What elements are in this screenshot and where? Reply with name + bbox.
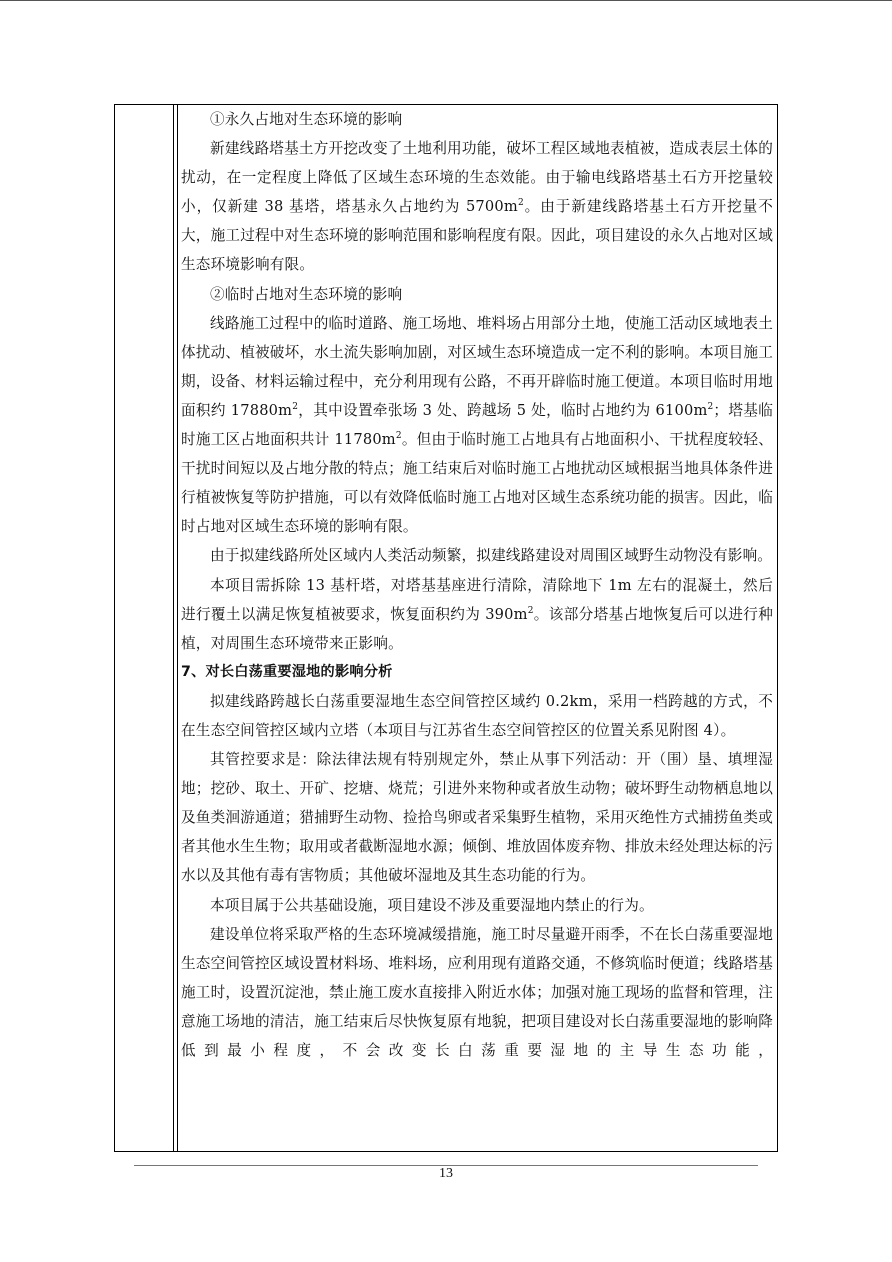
subheading-permanent-land: ①永久占地对生态环境的影响 (210, 111, 403, 128)
paragraph-wetland-crossing: 拟建线路跨越长白荡重要湿地生态空间管控区域约 0.2km，采用一档跨越的方式，不在生态空间管控区域内立塔（本项目与江苏省生态空间管控区的位置关系见附图 4）。 (181, 692, 773, 739)
paragraph-tower-removal: 本项目需拆除 13 基杆塔，对塔基基座进行清除，清除地下 1m 左右的混凝土，然后进行覆土以满足恢复植被要求，恢复面积约为 $390m^2$。该部分塔基占地恢复后可以进行种植，对周围生态环境带来正影响。 (181, 576, 773, 652)
paragraph-mitigation-measures: 建设单位将采取严格的生态环境减缓措施，施工时尽量避开雨季，不在长白荡重要湿地生态空间管控区域设置材料场、堆料场，应利用现有道路交通，不修筑临时便道；线路塔基施工时，设置沉淀池，禁止施工废水直接排入附近水体；加强对施工现场的监督和管理，注意施工场地的清洁，施工结束后尽快恢复原有地貌，把项目建设对长白荡重要湿地的影响降低到最小程度，不会改变长白荡重要湿地的主导生态功能， (181, 925, 773, 1059)
paragraph-public-infrastructure: 本项目属于公共基础设施，项目建设不涉及重要湿地内禁止的行为。 (210, 896, 654, 914)
paragraph-control-requirements: 其管控要求是：除法律法规有特别规定外，禁止从事下列活动：开（围）垦、填埋湿地；挖砂、取土、开矿、挖塘、烧荒；引进外来物种或者放生动物；破坏野生动物栖息地以及鱼类洄游通道；猎捕野生动物、捡拾鸟卵或者采集野生植物，采用灭绝性方式捕捞鱼类或者其他水生生物；取用或者截断湿地水源；倾倒、堆放固体废弃物、排放未经处理达标的污水以及其他有毒有害物质；其他破坏湿地及其生态功能的行为。 (181, 751, 773, 885)
section-heading-7: 7、对长白荡重要湿地的影响分析 (181, 663, 393, 680)
column-divider (177, 105, 178, 1151)
page-number: 13 (439, 1166, 453, 1181)
column-divider (173, 105, 174, 1151)
subheading-temporary-land: ②临时占地对生态环境的影响 (210, 285, 403, 303)
top-border-line (0, 0, 892, 1)
paragraph-temporary-land: 线路施工过程中的临时道路、施工场地、堆料场占用部分土地，使施工活动区域地表土体扰动、植被破坏，水土流失影响加剧，对区域生态环境造成一定不利的影响。本项目施工期，设备、材料运输过程中，充分利用现有公路，不再开辟临时施工便道。本项目临时用地面积约 $17880m^2$，其中设置牵张场 3 处、跨越场 5 处，临时占地约为 $6100m^2$；塔基临时施工区占地面积共计 $11780m^2$。但由于临时施工占地具有占地面积小、干扰程度较轻、干扰时间短以及占地分散的特点；施工结束后对临时施工占地扰动区域根据当地具体条件进行植被恢复等防护措施，可以有效降低临时施工占地对区域生态系统功能的损害。因此，临时占地对区域生态环境的影响有限。 (181, 314, 773, 536)
content-cell (181, 105, 773, 1065)
content-table-frame (114, 104, 778, 1152)
paragraph-wildlife: 由于拟建线路所处区域内人类活动频繁，拟建线路建设对周围区域野生动物没有影响。 (210, 547, 773, 565)
paragraph-permanent-land: 新建线路塔基土方开挖改变了土地利用功能，破坏工程区域地表植被，造成表层土体的扰动，在一定程度上降低了区域生态环境的生态效能。由于输电线路塔基土石方开挖量较小，仅新建 38 基塔，塔基永久占地约为 $5700m^2$。由于新建线路塔基土石方开挖量不大，施工过程中对生态环境的影响范围和影响程度有限。因此，项目建设的永久占地对区域生态环境影响有限。 (181, 140, 774, 274)
